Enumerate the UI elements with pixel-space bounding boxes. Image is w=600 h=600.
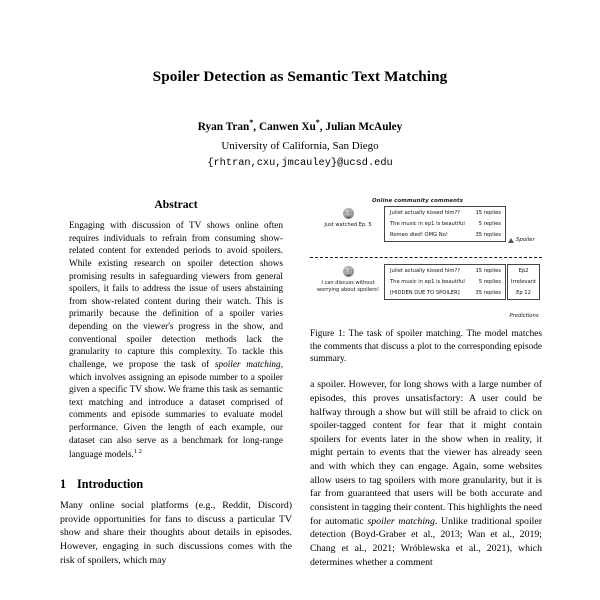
bottom-panel-user [312, 266, 384, 294]
comment-text: Juliet actually kissed him?? [390, 209, 460, 216]
warning-icon [508, 238, 514, 243]
list-item[interactable] [385, 265, 505, 276]
right-col-italic-term: spoiler matching [367, 515, 435, 527]
comment-reply-count: 15 replies [475, 209, 501, 216]
author-third: , Julian McAuley [319, 121, 403, 133]
figure-1 [310, 198, 542, 366]
affiliation: University of California, San Diego [221, 140, 379, 153]
figure-caption-label: Figure 1: [310, 329, 346, 339]
right-col-part-1: a spoiler. However, for long shows with a large number of episodes, this proves unsatisfactory: A user could be halfway through a show but will still be afraid to click on spoiler-tagged content for fear that it might contain spoilers for events later in the show when in reality, it might pertain to events that the viewer has already seen and with which they can engage. Again, some websites allow users to tag spoilers with more granularity, but it is far from guaranteed that users will be both accurate and consistent in tagging their content. This highlights the need for automatic [310, 379, 542, 527]
avatar [343, 266, 354, 277]
bottom-panel-user-caption: I can discuss without worrying about spoilers! [317, 280, 379, 293]
abstract-footnote-marks: 1 2 [133, 448, 142, 456]
figure-caption [310, 328, 542, 366]
bottom-panel-comment-list [384, 264, 506, 300]
page-title: Spoiler Detection as Semantic Text Matching [152, 68, 448, 85]
avatar [343, 208, 354, 219]
figure-1-graphic [310, 198, 542, 320]
right-column-paragraph [310, 378, 542, 569]
comment-reply-count: 35 replies [475, 289, 501, 296]
left-column [60, 198, 292, 569]
comment-text: Juliet actually kissed him?? [390, 267, 460, 274]
comment-reply-count: 5 replies [478, 220, 501, 227]
figure-caption-text: The task of spoiler matching. The model matches the comments that discuss a plot to the corresponding episode summary. [310, 329, 542, 365]
list-item[interactable] [385, 276, 505, 287]
abstract-part-2: , which involves assigning an episode number to a spoiler given a specific TV show. We frame this task as semantic text matching and introduce a dataset comprised of comments and episode summaries to evaluate model performance. Given the length of each example, our dataset can also serve as a benchmark for long-range language models. [69, 359, 283, 461]
author-second: , Canwen Xu [253, 121, 316, 133]
author-email: {rhtran,cxu,jmcauley}@ucsd.edu [207, 157, 393, 170]
top-panel-user-caption: Just watched Ep. 5 [324, 222, 372, 228]
introduction-paragraph: Many online social platforms (e.g., Reddit, Discord) provide opportunities for fans to discuss a particular TV show and share their thoughts about details in episodes. However, engaging in such discussions comes with the risk of spoilers, which may [60, 499, 292, 566]
author-list [0, 118, 600, 135]
prediction-list [507, 264, 540, 300]
abstract-italic-term: spoiler matching [214, 359, 281, 370]
prediction-value: Ep2 [518, 267, 529, 274]
abstract-part-1: Engaging with discussion of TV shows online often requires individuals to refrain from consuming show-related content for extended periods to avoid spoilers. While existing research on spoiler detection shows promising results in safeguarding viewers from general spoilers, it fails to address the issue of users abstaining from show-related content during their watch. This is primarily because the definition of a spoiler varies depending on the viewer's progress in the show, and conventional spoiler detection methods lack the granularity to capture this complexity. To tackle this challenge, we propose the task of [69, 221, 283, 370]
author-footnote-marker: * [249, 118, 254, 128]
two-column-body [0, 198, 600, 569]
comment-reply-count: 5 replies [478, 278, 501, 285]
comment-reply-count: 35 replies [475, 231, 501, 238]
spoiler-tag [508, 237, 535, 243]
comment-text: [HIDDEN DUE TO SPOILER] [390, 289, 460, 296]
list-item[interactable] [385, 287, 505, 298]
author-first: Ryan Tran [197, 121, 250, 133]
predictions-label: Predictions [509, 313, 539, 319]
abstract-heading: Abstract [154, 198, 198, 211]
top-panel-user [312, 208, 384, 229]
section-number: 1 [60, 476, 67, 491]
comment-reply-count: 15 replies [475, 267, 501, 274]
list-item[interactable] [385, 207, 505, 218]
prediction-value: Ep 12 [516, 289, 531, 296]
abstract-text [60, 220, 292, 462]
right-col-part-2: . Unlike traditional spoiler detection (Boyd-Graber et al., 2013; Wan et al., 2019; Chang et al., 2021; Wróblewska et al., 2021), which determines whether a comment [310, 515, 543, 568]
list-item[interactable] [385, 229, 505, 240]
prediction-value: Irrelevant [511, 278, 536, 285]
section-heading-introduction [60, 477, 292, 492]
figure-column-title: Online community comments [372, 198, 464, 204]
title-block [0, 0, 600, 171]
spoiler-tag-label: Spoiler [516, 237, 535, 243]
figure-divider [310, 257, 542, 258]
comment-text: Romeo died! OMG No! [390, 231, 448, 238]
top-panel-comment-list [384, 206, 506, 242]
author-footnote-marker-2: * [315, 118, 320, 128]
section-title: Introduction [77, 476, 144, 491]
right-column [310, 198, 542, 569]
comment-text: The music in ep1 is beautiful [390, 220, 465, 227]
comment-text: The music in ep1 is beautiful [390, 278, 465, 285]
list-item[interactable] [385, 218, 505, 229]
